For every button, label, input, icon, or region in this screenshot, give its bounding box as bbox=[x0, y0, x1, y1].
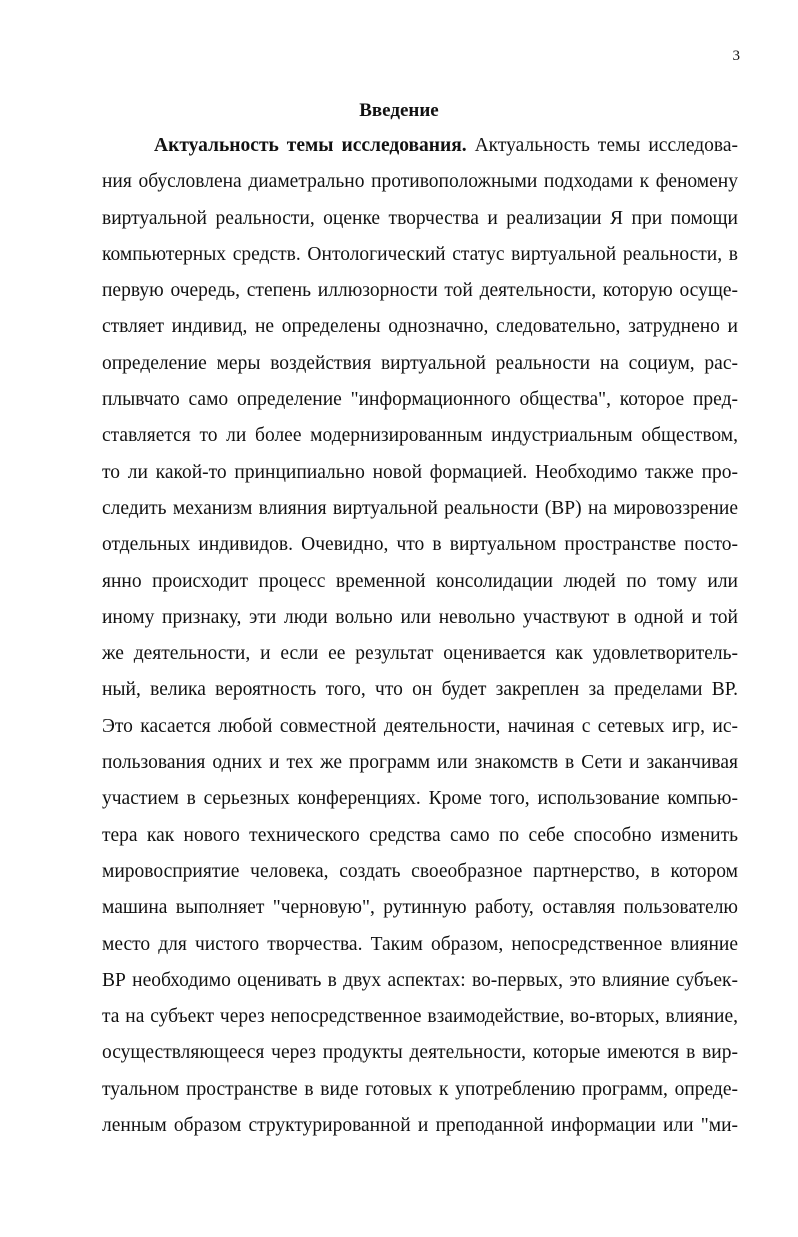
text-line: первую очередь, степень иллюзорности той деятельности, которую осуще- bbox=[102, 280, 738, 302]
paragraph-lead: Актуальность темы исследования. bbox=[154, 135, 467, 156]
text-line: туальном пространстве в виде готовых к употреблению программ, опреде- bbox=[102, 1078, 738, 1100]
text-line: иному признаку, эти люди вольно или невольно участвуют в одной и той bbox=[102, 606, 738, 628]
text-line: следить механизм влияния виртуальной реальности (ВР) на мировоззрение bbox=[102, 497, 738, 519]
text-line: компьютерных средств. Онтологический статус виртуальной реальности, в bbox=[102, 243, 738, 265]
text-line: ленным образом структурированной и преподанной информации или "ми- bbox=[102, 1115, 738, 1137]
text-line: Это касается любой совместной деятельности, начиная с сетевых игр, ис- bbox=[102, 715, 738, 737]
text-line: ный, велика вероятность того, что он будет закреплен за пределами ВР. bbox=[102, 679, 738, 701]
text-line: же деятельности, и если ее результат оценивается как удовлетворитель- bbox=[102, 643, 738, 665]
text-line: плывчато само определение "информационного общества", которое пред- bbox=[102, 389, 738, 411]
text-line: отдельных индивидов. Очевидно, что в виртуальном пространстве посто- bbox=[102, 534, 738, 556]
text-line: пользования одних и тех же программ или знакомств в Сети и заканчивая bbox=[102, 752, 738, 774]
first-line-rest: Актуальность темы исследова- bbox=[466, 135, 738, 156]
text-line: тера как нового технического средства само по себе способно изменить bbox=[102, 824, 738, 846]
text-line: машина выполняет "черновую", рутинную работу, оставляя пользователю bbox=[102, 897, 738, 919]
section-title: Введение bbox=[359, 100, 439, 121]
text-line: участием в серьезных конференциях. Кроме того, использование компью- bbox=[102, 788, 738, 810]
text-line: виртуальной реальности, оценке творчества и реализации Я при помощи bbox=[102, 207, 738, 229]
text-line: то ли какой-то принципиально новой формацией. Необходимо также про- bbox=[102, 461, 738, 483]
body-paragraph bbox=[102, 128, 738, 1144]
text-line: ствляет индивид, не определены однозначно, следовательно, затруднено и bbox=[102, 316, 738, 338]
text-line: та на субъект через непосредственное взаимодействие, во-вторых, влияние, bbox=[102, 1006, 738, 1028]
text-line: осуществляющееся через продукты деятельности, которые имеются в вир- bbox=[102, 1042, 738, 1064]
text-line bbox=[102, 128, 738, 164]
text-line: мировосприятие человека, создать своеобразное партнерство, в котором bbox=[102, 860, 738, 882]
page-number: 3 bbox=[732, 48, 740, 64]
text-line: ния обусловлена диаметрально противоположными подходами к феномену bbox=[102, 171, 738, 193]
text-line: янно происходит процесс временной консолидации людей по тому или bbox=[102, 570, 738, 592]
text-line: место для чистого творчества. Таким образом, непосредственное влияние bbox=[102, 933, 738, 955]
text-line: ВР необходимо оценивать в двух аспектах: во-первых, это влияние субъек- bbox=[102, 969, 738, 991]
text-line: ставляется то ли более модернизированным индустриальным обществом, bbox=[102, 425, 738, 447]
text-line: определение меры воздействия виртуальной реальности на социум, рас- bbox=[102, 352, 738, 374]
